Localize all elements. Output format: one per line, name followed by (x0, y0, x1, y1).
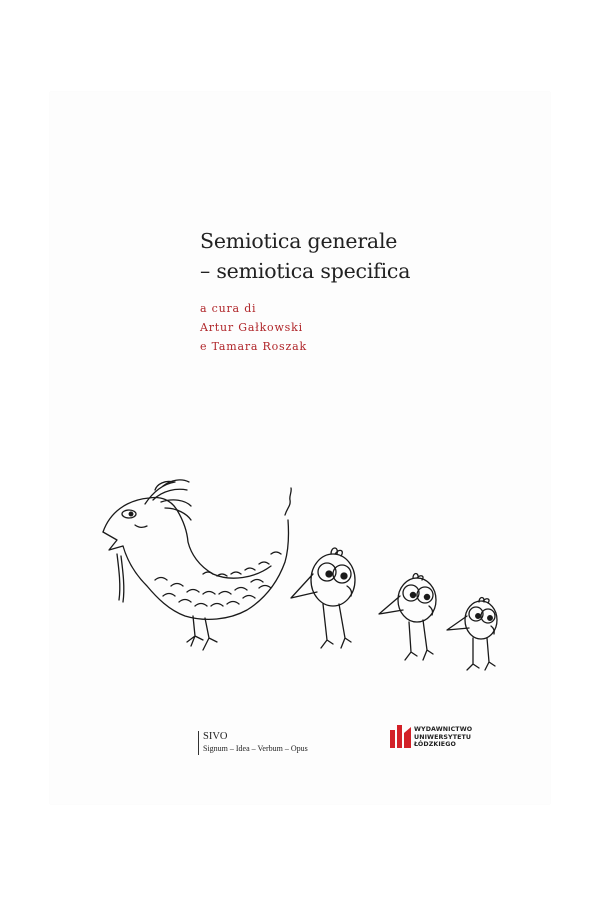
series-block (198, 731, 308, 755)
editor-name-2: e Tamara Roszak (200, 340, 307, 353)
publisher-logo (390, 725, 500, 751)
chick-2-drawing (379, 574, 436, 661)
series-name: Signum – Idea – Verbum – Opus (203, 744, 308, 753)
book-title (200, 226, 410, 286)
series-code: SIVO (203, 731, 228, 742)
bird-drawing-illustration (95, 470, 505, 685)
publisher-line-3: ŁÓDZKIEGO (414, 741, 456, 748)
editor-name-1: Artur Gałkowski (200, 321, 303, 334)
editors-block (200, 299, 307, 356)
editor-intro: a cura di (200, 302, 257, 315)
publisher-name (414, 726, 472, 749)
book-cover (50, 92, 550, 804)
publisher-line-1: WYDAWNICTWO (414, 726, 473, 733)
chick-3-drawing (447, 598, 497, 671)
big-bird-drawing (103, 480, 291, 650)
chick-1-drawing (291, 548, 355, 648)
title-line-1: Semiotica generale (200, 229, 398, 253)
publisher-line-2: UNIWERSYTETU (414, 733, 472, 741)
title-line-2: – semiotica specifica (200, 259, 411, 283)
publisher-logo-icon (390, 725, 411, 748)
